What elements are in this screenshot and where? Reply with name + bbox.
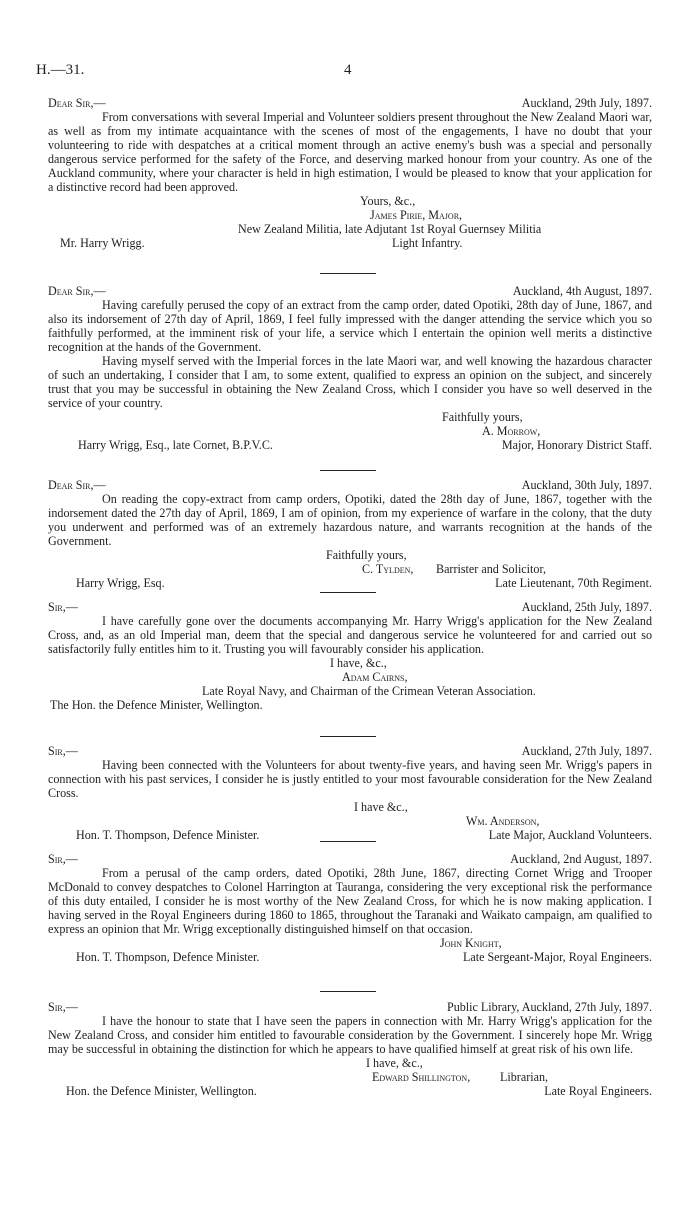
- addressee: Harry Wrigg, Esq., late Cornet, B.P.V.C.: [78, 438, 273, 452]
- signer: James Pirie, Major,: [370, 208, 463, 222]
- separator-rule: [320, 991, 376, 992]
- salutation: Sir,—: [48, 852, 78, 866]
- paragraph: I have the honour to state that I have seen the papers in connection with Mr. Harry Wrigg's application for the New Zealand Cross, and consider him entitled to favourable consideration by the Government. I sincerely hope Mr. Wrigg may be successful in obtaining the distinction for which he appears to have qualified himself at great risk of his own life.: [48, 1014, 652, 1056]
- closing: Faithfully yours,: [326, 548, 407, 562]
- letter-body: [48, 1014, 652, 1056]
- addressee: Hon. T. Thompson, Defence Minister.: [76, 828, 260, 842]
- document-reference: H.—31.: [36, 62, 85, 78]
- signer-title: New Zealand Militia, late Adjutant 1st Royal Guernsey Militia: [238, 222, 542, 236]
- separator-rule: [320, 736, 376, 737]
- page-number: 4: [344, 62, 352, 78]
- paragraph: I have carefully gone over the documents accompanying Mr. Harry Wrigg's application for the New Zealand Cross, and, as an old Imperial man, deem that the special and dangerous service he volunteered for and carried out so satisfactorily fully entitles him to it. Trusting you will favourably consider his application.: [48, 614, 652, 656]
- paragraph: Having carefully perused the copy of an extract from the camp order, dated Opotiki, 28th day of June, 1867, and also its indorsement of 27th day of April, 1869, I feel fully impressed with the danger attending the service which you so faithfully performed, at the imminent risk of your life, a service which I entertain the opinion well merits a distinctive recognition at the hands of the Government.: [48, 298, 652, 354]
- paragraph: Having myself served with the Imperial forces in the late Maori war, and well knowing the hazardous character of such an undertaking, I consider that I am, to some extent, qualified to express an opinion on the subject, and sincerely trust that you may be successful in obtaining the New Zealand Cross, which I consider you have so well deserved in the service of your country.: [48, 354, 652, 410]
- letter-shillington: [48, 1000, 652, 1098]
- separator-rule: [320, 841, 376, 842]
- place-date: Auckland, 25th July, 1897.: [521, 600, 652, 614]
- addressee: Hon. T. Thompson, Defence Minister.: [76, 950, 260, 964]
- salutation: Dear Sir,—: [48, 96, 106, 110]
- signer-title: Late Major, Auckland Volunteers.: [488, 828, 652, 842]
- place-date: Auckland, 30th July, 1897.: [521, 478, 652, 492]
- separator-rule: [320, 273, 376, 274]
- signer: A. Morrow,: [482, 424, 541, 438]
- signer-title: Late Royal Engineers.: [544, 1084, 652, 1098]
- letter-body: [48, 758, 652, 800]
- letter-anderson: [48, 744, 652, 842]
- closing: Faithfully yours,: [442, 410, 523, 424]
- signer-title: Major, Honorary District Staff.: [501, 438, 652, 452]
- paragraph: On reading the copy-extract from camp orders, Opotiki, dated the 28th day of June, 1867, together with the indorsement dated the 27th day of April, 1869, I am of opinion, from my experience of warfare in the colony, that the duty you underwent and performed was of an extremely hazardous nature, and warrants recognition at the hands of the Government.: [48, 492, 652, 548]
- closing: I have &c.,: [354, 800, 408, 814]
- place-date: Auckland, 2nd August, 1897.: [510, 852, 652, 866]
- signer-role: Librarian,: [500, 1070, 549, 1084]
- place-date: Auckland, 29th July, 1897.: [521, 96, 652, 110]
- letter-morrow: [48, 284, 652, 452]
- page-header: [36, 62, 666, 82]
- signer: John Knight,: [440, 936, 502, 950]
- addressee: Mr. Harry Wrigg.: [60, 236, 145, 250]
- addressee: Hon. the Defence Minister, Wellington.: [66, 1084, 257, 1098]
- paragraph: From a perusal of the camp orders, dated Opotiki, 28th June, 1867, directing Cornet Wrigg and Trooper McDonald to convey despatches to Colonel Harrington at Tauranga, considering the very exceptional risk the performance of this duty entailed, I consider he is most worthy of the New Zealand Cross, for which he is now making application. I having served in the Royal Engineers during 1860 to 1865, throughout the Taranaki and Waikato campaign, am qualified to express an opinion that Mr. Wrigg exceptionally distinguished himself on that occasion.: [48, 866, 652, 936]
- signer: C. Tylden,: [362, 562, 414, 576]
- letter-body: [48, 492, 652, 548]
- paragraph: From conversations with several Imperial and Volunteer soldiers present throughout the New Zealand Maori war, as well as from my intimate acquaintance with the scenes of most of the engagements, I have no doubt that your volunteering to ride with despatches at a critical moment through an active enemy's bush was a special and personally dangerous service performed for the safety of the Force, and deserving marked honour from your country. As one of the Auckland community, where your character is held in high estimation, I would be pleased to know that your application for a distinctive record had been approved.: [48, 110, 652, 194]
- signer-title: Late Sergeant-Major, Royal Engineers.: [462, 950, 652, 964]
- salutation: Sir,—: [48, 1000, 78, 1014]
- paragraph: Having been connected with the Volunteers for about twenty-five years, and having seen Mr. Wrigg's papers in connection with his past services, I consider he is justly entitled to your most favourable consideration for the New Zealand Cross.: [48, 758, 652, 800]
- signer-role: Barrister and Solicitor,: [436, 562, 547, 576]
- separator-rule: [320, 592, 376, 593]
- letter-body: [48, 866, 652, 936]
- letter-body: [48, 614, 652, 656]
- letter-tylden: [48, 478, 652, 590]
- signer: Adam Cairns,: [342, 670, 408, 684]
- letter-knight: [48, 852, 652, 964]
- salutation: Dear Sir,—: [48, 478, 106, 492]
- signer: Edward Shillington,: [372, 1070, 471, 1084]
- signer-title-continued: Light Infantry.: [392, 236, 463, 250]
- letter-body: [48, 110, 652, 194]
- closing: Yours, &c.,: [360, 194, 416, 208]
- closing: I have, &c.,: [330, 656, 387, 670]
- letter-pirie: [48, 96, 652, 250]
- separator-rule: [320, 470, 376, 471]
- addressee: The Hon. the Defence Minister, Wellington.: [50, 698, 263, 712]
- signer-title: Late Royal Navy, and Chairman of the Crimean Veteran Association.: [202, 684, 536, 698]
- salutation: Sir,—: [48, 600, 78, 614]
- place-date: Auckland, 27th July, 1897.: [521, 744, 652, 758]
- closing: I have, &c.,: [366, 1056, 423, 1070]
- letter-body: [48, 298, 652, 410]
- salutation: Dear Sir,—: [48, 284, 106, 298]
- signer-title: Late Lieutenant, 70th Regiment.: [495, 576, 652, 590]
- addressee: Harry Wrigg, Esq.: [76, 576, 165, 590]
- place-date: Public Library, Auckland, 27th July, 1897.: [446, 1000, 652, 1014]
- place-date: Auckland, 4th August, 1897.: [512, 284, 652, 298]
- letter-cairns: [48, 600, 652, 712]
- salutation: Sir,—: [48, 744, 78, 758]
- signer: Wm. Anderson,: [466, 814, 540, 828]
